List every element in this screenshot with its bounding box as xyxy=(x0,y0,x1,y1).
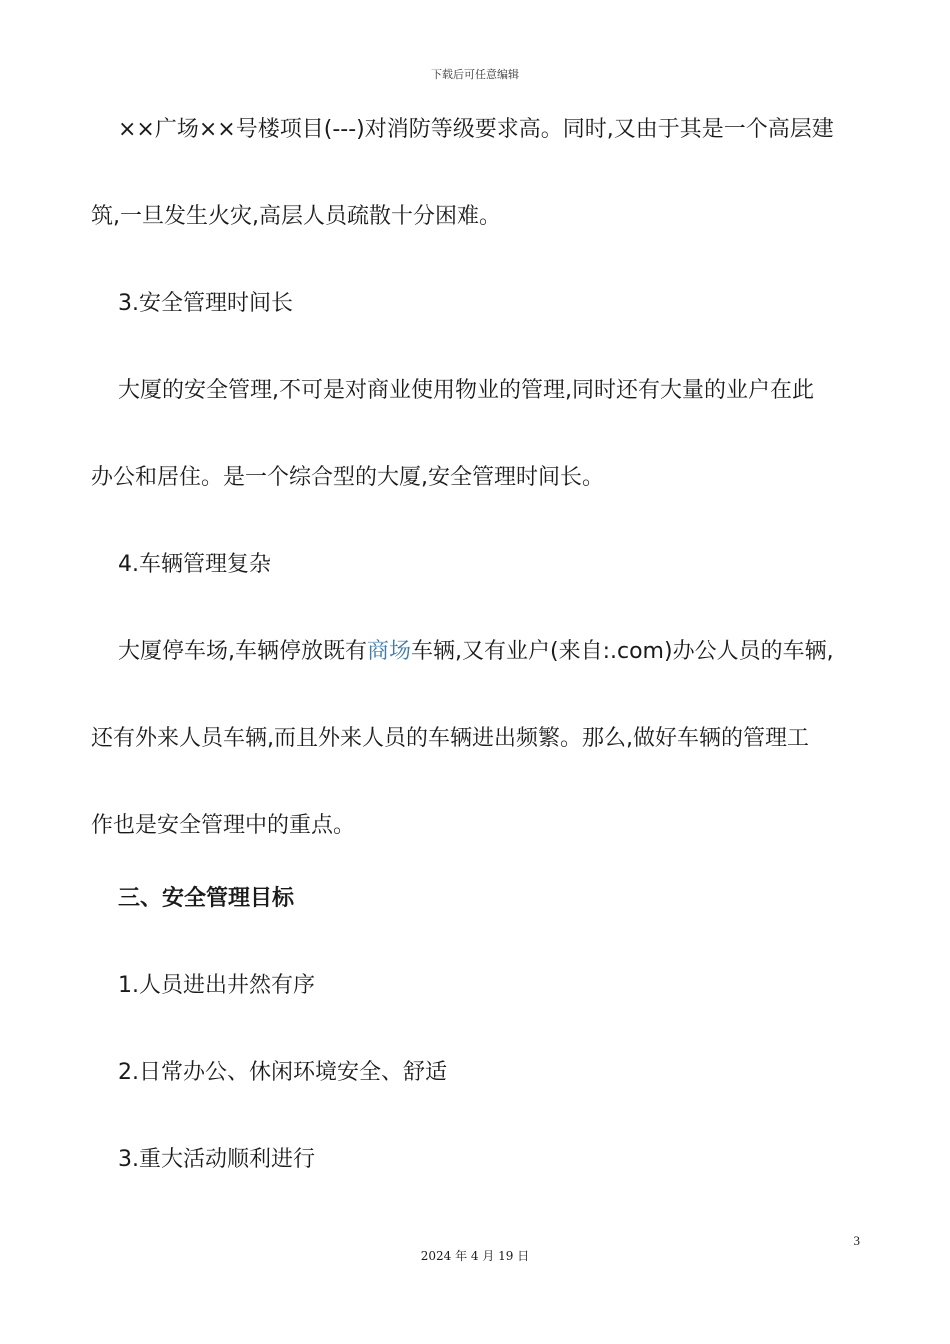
paragraph-line: ××广场××号楼项目(---)对消防等级要求高。同时,又由于其是一个高层建 xyxy=(118,117,834,142)
goal-item: 1.人员进出井然有序 xyxy=(118,973,315,998)
mall-link[interactable]: 商场 xyxy=(367,639,412,664)
goal-item: 3.重大活动顺利进行 xyxy=(118,1147,315,1172)
header-note: 下载后可任意编辑 xyxy=(431,68,519,81)
paragraph-text: 大厦停车场,车辆停放既有 xyxy=(118,639,367,664)
paragraph-line: 办公和居住。是一个综合型的大厦,安全管理时间长。 xyxy=(91,465,604,490)
subheading-4: 4.车辆管理复杂 xyxy=(118,552,271,577)
paragraph-line: 大厦的安全管理,不可是对商业使用物业的管理,同时还有大量的业户在此 xyxy=(118,378,814,403)
goal-item: 2.日常办公、休闲环境安全、舒适 xyxy=(118,1060,447,1085)
subheading-3: 3.安全管理时间长 xyxy=(118,291,293,316)
paragraph-line: 作也是安全管理中的重点。 xyxy=(91,813,356,838)
section-heading: 三、安全管理目标 xyxy=(118,886,295,911)
paragraph-line: 筑,一旦发生火灾,高层人员疏散十分困难。 xyxy=(91,204,501,229)
footer-date: 2024 年 4 月 19 日 xyxy=(420,1249,530,1263)
paragraph-line: 还有外来人员车辆,而且外来人员的车辆进出频繁。那么,做好车辆的管理工 xyxy=(91,726,809,751)
paragraph-text: 车辆,又有业户(来自:.com)办公人员的车辆, xyxy=(411,639,834,664)
page-number: 3 xyxy=(853,1233,860,1248)
paragraph-line xyxy=(118,637,834,667)
